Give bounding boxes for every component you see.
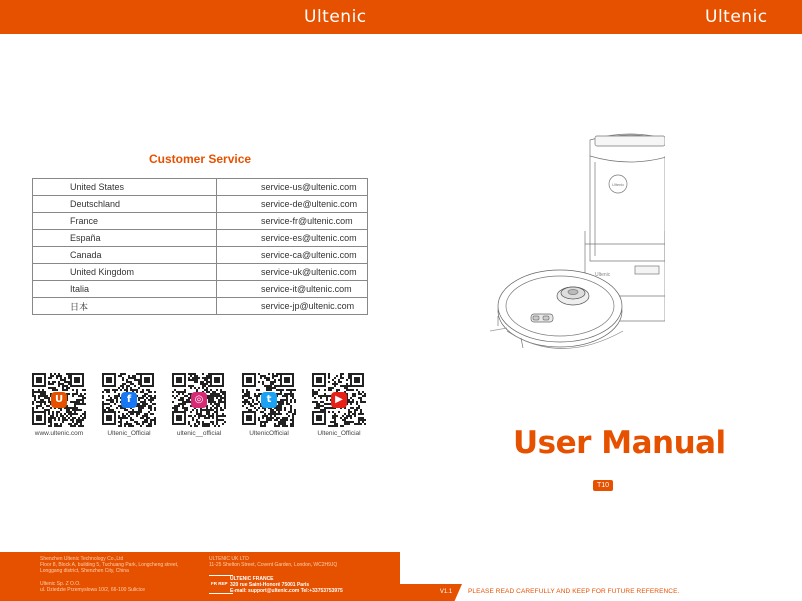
website-logo: U	[51, 392, 67, 408]
country-cell: 日本	[33, 298, 217, 315]
email-cell[interactable]: service-es@ultenic.com	[217, 230, 368, 247]
table-row	[33, 264, 368, 281]
country-cell: United States	[33, 179, 217, 196]
twitter-icon: t	[261, 392, 277, 408]
qr-code[interactable]	[312, 373, 366, 427]
china-address: Shenzhen Ultenic Technology Co.,Ltd Floor 8, Block A, building 5, Tuchuang Park, Longcheng street, Longgang district, Shenzhen City, China	[40, 556, 179, 574]
country-cell: United Kingdom	[33, 264, 217, 281]
qr-label: UltenicOfficial	[249, 430, 289, 437]
fr-company: ULTENIC FRANCE	[230, 576, 274, 582]
country-cell: Canada	[33, 247, 217, 264]
qr-label: ultenic__official	[176, 430, 222, 437]
qr-code-row	[32, 373, 372, 443]
table-row	[33, 298, 368, 315]
country-cell: España	[33, 230, 217, 247]
svg-text:Ultenic: Ultenic	[612, 182, 625, 187]
email-cell[interactable]: service-ca@ultenic.com	[217, 247, 368, 264]
email-cell[interactable]: service-fr@ultenic.com	[217, 213, 368, 230]
qr-code[interactable]	[172, 373, 226, 427]
email-cell[interactable]: service-de@ultenic.com	[217, 196, 368, 213]
robot-brand-label: Ultenic	[595, 272, 611, 278]
table-row	[33, 196, 368, 213]
instagram-icon: ◎	[191, 392, 207, 408]
qr-label: Ultenic_Official	[317, 430, 361, 437]
robot-vacuum-illustration	[485, 126, 665, 366]
top-banner	[0, 0, 802, 34]
table-row	[33, 281, 368, 298]
facebook-icon: f	[121, 392, 137, 408]
customer-service-table	[32, 178, 368, 315]
fr-contact: E-mail: support@ultenic.com Tel:+33753753975	[230, 588, 343, 594]
table-row	[33, 213, 368, 230]
model-badge: T10	[593, 480, 613, 491]
customer-service-title: Customer Service	[149, 152, 252, 166]
email-cell[interactable]: service-uk@ultenic.com	[217, 264, 368, 281]
uk-address: ULTENIC UK LTD 11-25 Shelton Street, Covent Garden, London, WC2H9JQ	[209, 556, 338, 568]
user-manual-title: User Manual	[513, 425, 726, 461]
email-cell[interactable]: service-jp@ultenic.com	[217, 298, 368, 315]
email-cell[interactable]: service-it@ultenic.com	[217, 281, 368, 298]
table-row	[33, 230, 368, 247]
country-cell: Deutschland	[33, 196, 217, 213]
table-row	[33, 247, 368, 264]
version-label: V1.1	[439, 589, 453, 595]
read-notice: PLEASE READ CAREFULLY AND KEEP FOR FUTURE REFERENCE.	[468, 588, 680, 595]
country-cell: Italia	[33, 281, 217, 298]
fr-rep-label: FR REP	[211, 581, 228, 586]
fr-address: 320 rue Saint-Honoré 75001 Paris	[230, 582, 310, 588]
ultenic-logo-left: Ultenic	[304, 7, 367, 27]
poland-address: Ultenic Sp. Z O.O. ul. Dziedzie Przemysłowa 10/2, 66-100 Sulicice	[40, 581, 146, 593]
qr-label: www.ultenic.com	[34, 430, 84, 437]
country-cell: France	[33, 213, 217, 230]
qr-label: Ultenic_Official	[107, 430, 151, 437]
ultenic-logo-right: Ultenic	[705, 7, 768, 27]
qr-code[interactable]	[32, 373, 86, 427]
qr-code[interactable]	[242, 373, 296, 427]
table-row	[33, 179, 368, 196]
youtube-icon: ▶	[331, 392, 347, 408]
email-cell[interactable]: service-us@ultenic.com	[217, 179, 368, 196]
qr-code[interactable]	[102, 373, 156, 427]
